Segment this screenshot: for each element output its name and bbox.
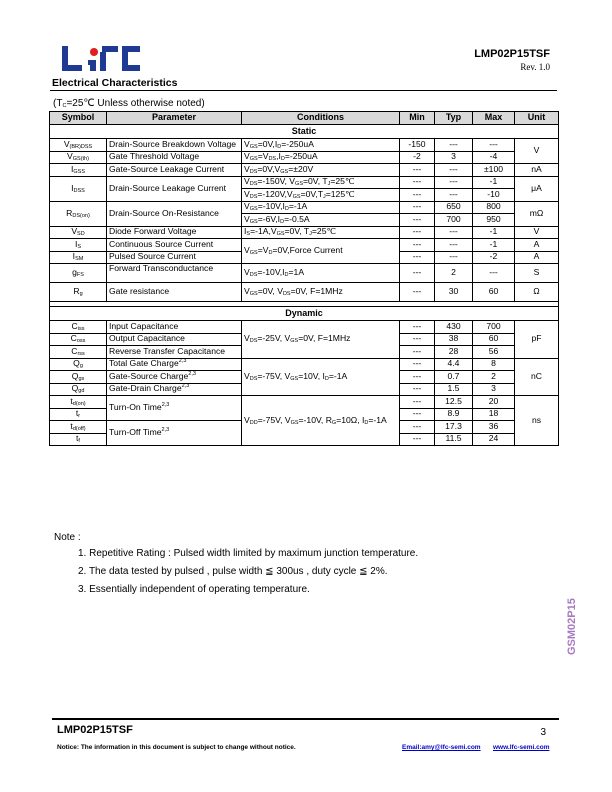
typ-cell: 2: [435, 264, 473, 283]
unit-cell: mΩ: [515, 201, 559, 226]
footer-part-number: LMP02P15TSF: [57, 724, 133, 736]
min-cell: ---: [400, 396, 435, 409]
page-number: 3: [540, 727, 546, 738]
min-cell: ---: [400, 346, 435, 359]
typ-cell: 17.3: [435, 421, 473, 434]
conditions-cell: $V_{GS}=0V$, $V_{DS}=0V$, F=1MHz: [242, 283, 400, 302]
parameter-cell: Continuous Source Current: [107, 239, 242, 252]
unit-cell: A: [515, 251, 559, 264]
conditions-cell: $V_{DS}=-120V,V_{GS}=0V,T_J=125℃$: [242, 189, 400, 202]
unit-cell: nC: [515, 358, 559, 396]
max-cell: 700: [473, 321, 515, 334]
footer-email-link[interactable]: Email:amy@lfc-semi.com: [402, 744, 481, 751]
parameter-cell: Total Gate Charge$^{2,3}$: [107, 358, 242, 371]
symbol-cell: $g_{FS}$: [50, 264, 107, 283]
max-cell: 800: [473, 201, 515, 214]
table-row: [50, 151, 559, 164]
unit-cell: V: [515, 139, 559, 164]
max-cell: ±100: [473, 164, 515, 177]
symbol-cell: $I_{GSS}$: [50, 164, 107, 177]
parameter-cell: Drain-Source Breakdown Voltage: [107, 139, 242, 152]
unit-cell: V: [515, 226, 559, 239]
min-cell: ---: [400, 283, 435, 302]
conditions-cell: $V_{DS}=-10V,I_D=1A$: [242, 264, 400, 283]
typ-cell: ---: [435, 239, 473, 252]
table-row: [50, 283, 559, 302]
parameter-cell: Pulsed Source Current: [107, 251, 242, 264]
typ-cell: 1.5: [435, 383, 473, 396]
parameter-cell: Gate-Source Charge$^{2,3}$: [107, 371, 242, 384]
table-row: [50, 226, 559, 239]
min-cell: -2: [400, 151, 435, 164]
section-dynamic-label: Dynamic: [50, 307, 559, 321]
symbol-cell: $Q_{gs}$: [50, 371, 107, 384]
symbol-cell: $I_{SM}$: [50, 251, 107, 264]
typ-cell: 700: [435, 214, 473, 227]
parameter-cell: Diode Forward Voltage: [107, 226, 242, 239]
parameter-cell: Turn-On Time$^{2,3}$: [107, 396, 242, 421]
parameter-cell: Gate Threshold Voltage: [107, 151, 242, 164]
unit-cell: A: [515, 239, 559, 252]
min-cell: ---: [400, 189, 435, 202]
max-cell: -1: [473, 176, 515, 189]
max-cell: 56: [473, 346, 515, 359]
max-cell: ---: [473, 264, 515, 283]
symbol-cell: $V_{GS(th)}$: [50, 151, 107, 164]
max-cell: -4: [473, 151, 515, 164]
table-row: [50, 358, 559, 371]
section-title: Electrical Characteristics: [52, 77, 178, 89]
min-cell: ---: [400, 264, 435, 283]
parameter-cell: Output Capacitance: [107, 333, 242, 346]
unit-cell: μA: [515, 176, 559, 201]
max-cell: -1: [473, 226, 515, 239]
max-cell: -1: [473, 239, 515, 252]
symbol-cell: $t_r$: [50, 408, 107, 421]
table-row: [50, 239, 559, 252]
min-cell: ---: [400, 333, 435, 346]
section-dynamic-row: [50, 307, 559, 321]
symbol-cell: $C_{rss}$: [50, 346, 107, 359]
unit-cell: S: [515, 264, 559, 283]
symbol-cell: $t_{d(off)}$: [50, 421, 107, 434]
header-min: Min: [400, 112, 435, 125]
conditions-cell: $V_{DS}=-75V$, $V_{GS}=10V$, $I_D=-1A$: [242, 358, 400, 396]
max-cell: 36: [473, 421, 515, 434]
symbol-cell: $C_{oss}$: [50, 333, 107, 346]
symbol-cell: $R_g$: [50, 283, 107, 302]
condition-note: ($T_C=25℃$ Unless otherwise noted): [53, 98, 205, 109]
typ-cell: 30: [435, 283, 473, 302]
header-part-number: LMP02P15TSF: [474, 48, 550, 60]
symbol-cell: $Q_{gd}$: [50, 383, 107, 396]
table-row: [50, 176, 559, 189]
max-cell: 60: [473, 333, 515, 346]
min-cell: ---: [400, 321, 435, 334]
parameter-cell: Drain-Source Leakage Current: [107, 176, 242, 201]
min-cell: ---: [400, 433, 435, 446]
conditions-cell: $I_S=-1A,V_{GS}=0V$, $T_J=25℃$: [242, 226, 400, 239]
table-row: [50, 321, 559, 334]
footer-rule: [52, 718, 559, 720]
min-cell: ---: [400, 164, 435, 177]
symbol-cell: $R_{DS(on)}$: [50, 201, 107, 226]
unit-cell: nA: [515, 164, 559, 177]
min-cell: ---: [400, 251, 435, 264]
typ-cell: ---: [435, 251, 473, 264]
parameter-cell: Gate-Source Leakage Current: [107, 164, 242, 177]
symbol-cell: $I_{DSS}$: [50, 176, 107, 201]
parameter-cell: Gate-Drain Charge$^{2,3}$: [107, 383, 242, 396]
min-cell: ---: [400, 214, 435, 227]
max-cell: 18: [473, 408, 515, 421]
conditions-cell: $V_{GS}=-6V,I_D=-0.5A$: [242, 214, 400, 227]
typ-cell: 4.4: [435, 358, 473, 371]
company-logo: [60, 44, 142, 72]
max-cell: 2: [473, 371, 515, 384]
conditions-cell: $V_{GS}=0V,I_D=-250uA$: [242, 139, 400, 152]
conditions-cell: $V_{GS}=V_{DS},I_D=-250uA$: [242, 151, 400, 164]
typ-cell: 28: [435, 346, 473, 359]
max-cell: 60: [473, 283, 515, 302]
typ-cell: ---: [435, 164, 473, 177]
conditions-cell: $V_{GS}=V_D=0V,Force$ Current: [242, 239, 400, 264]
max-cell: 3: [473, 383, 515, 396]
typ-cell: ---: [435, 176, 473, 189]
table-row: [50, 164, 559, 177]
symbol-cell: $t_f$: [50, 433, 107, 446]
notes-title: Note :: [54, 532, 81, 543]
typ-cell: 8.9: [435, 408, 473, 421]
section-static-label: Static: [50, 125, 559, 139]
header-parameter: Parameter: [107, 112, 242, 125]
parameter-cell: Input Capacitance: [107, 321, 242, 334]
header-max: Max: [473, 112, 515, 125]
note-item: 3. Essentially independent of operating temperature.: [78, 584, 310, 595]
section-static-row: [50, 125, 559, 139]
note-item: 1. Repetitive Rating : Pulsed width limited by maximum junction temperature.: [78, 548, 419, 559]
min-cell: ---: [400, 383, 435, 396]
symbol-cell: $C_{iss}$: [50, 321, 107, 334]
typ-cell: ---: [435, 189, 473, 202]
footer-notice: Notice: The information in this document is subject to change without notice.: [57, 744, 296, 751]
typ-cell: ---: [435, 139, 473, 152]
typ-cell: 11.5: [435, 433, 473, 446]
max-cell: 20: [473, 396, 515, 409]
max-cell: ---: [473, 139, 515, 152]
typ-cell: 12.5: [435, 396, 473, 409]
table-row: [50, 201, 559, 214]
min-cell: ---: [400, 239, 435, 252]
header-revision: Rev. 1.0: [520, 62, 550, 72]
conditions-cell: $V_{DS}=-25V$, $V_{GS}=0V$, F=1MHz: [242, 321, 400, 359]
min-cell: ---: [400, 408, 435, 421]
max-cell: -10: [473, 189, 515, 202]
footer-website-link[interactable]: www.lfc-semi.com: [493, 744, 550, 751]
typ-cell: 0.7: [435, 371, 473, 384]
conditions-cell: $V_{DS}=-150V$, $V_{GS}=0V$, $T_J=25℃$: [242, 176, 400, 189]
parameter-cell: Gate resistance: [107, 283, 242, 302]
symbol-cell: $V_{SD}$: [50, 226, 107, 239]
parameter-cell: Drain-Source On-Resistance: [107, 201, 242, 226]
conditions-cell: $V_{GS}=-10V,I_D=-1A$: [242, 201, 400, 214]
max-cell: 950: [473, 214, 515, 227]
header-conditions: Conditions: [242, 112, 400, 125]
min-cell: ---: [400, 176, 435, 189]
parameter-cell: Forward Transconductance: [107, 264, 242, 283]
parameter-cell: Turn-Off Time$^{2,3}$: [107, 421, 242, 446]
min-cell: ---: [400, 201, 435, 214]
min-cell: ---: [400, 358, 435, 371]
unit-cell: pF: [515, 321, 559, 359]
table-row: [50, 396, 559, 409]
max-cell: 8: [473, 358, 515, 371]
symbol-cell: $V_{(BR)DSS}$: [50, 139, 107, 152]
symbol-cell: $Q_g$: [50, 358, 107, 371]
electrical-characteristics-table: [49, 111, 559, 446]
header-symbol: Symbol: [50, 112, 107, 125]
conditions-cell: $V_{DS}=0V,V_{GS}=\pm 20V$: [242, 164, 400, 177]
min-cell: ---: [400, 371, 435, 384]
typ-cell: ---: [435, 226, 473, 239]
table-row: [50, 139, 559, 152]
typ-cell: 650: [435, 201, 473, 214]
header-typ: Typ: [435, 112, 473, 125]
table-row: [50, 264, 559, 283]
conditions-cell: $V_{DD}=-75V$, $V_{GS}=-10V$, $R_G=10\Omega$, $I_D=-1A$: [242, 396, 400, 446]
typ-cell: 38: [435, 333, 473, 346]
typ-cell: 430: [435, 321, 473, 334]
min-cell: ---: [400, 421, 435, 434]
header-unit: Unit: [515, 112, 559, 125]
min-cell: ---: [400, 226, 435, 239]
typ-cell: 3: [435, 151, 473, 164]
unit-cell: Ω: [515, 283, 559, 302]
min-cell: -150: [400, 139, 435, 152]
symbol-cell: $I_S$: [50, 239, 107, 252]
max-cell: 24: [473, 433, 515, 446]
note-item: 2. The data tested by pulsed , pulse width ≦ 300us , duty cycle ≦ 2%.: [78, 566, 388, 577]
table-header-row: [50, 112, 559, 125]
side-watermark: GSM02P15: [566, 598, 578, 655]
max-cell: -2: [473, 251, 515, 264]
symbol-cell: $t_{d(on)}$: [50, 396, 107, 409]
header-rule: [50, 90, 557, 91]
unit-cell: ns: [515, 396, 559, 446]
parameter-cell: Reverse Transfer Capacitance: [107, 346, 242, 359]
